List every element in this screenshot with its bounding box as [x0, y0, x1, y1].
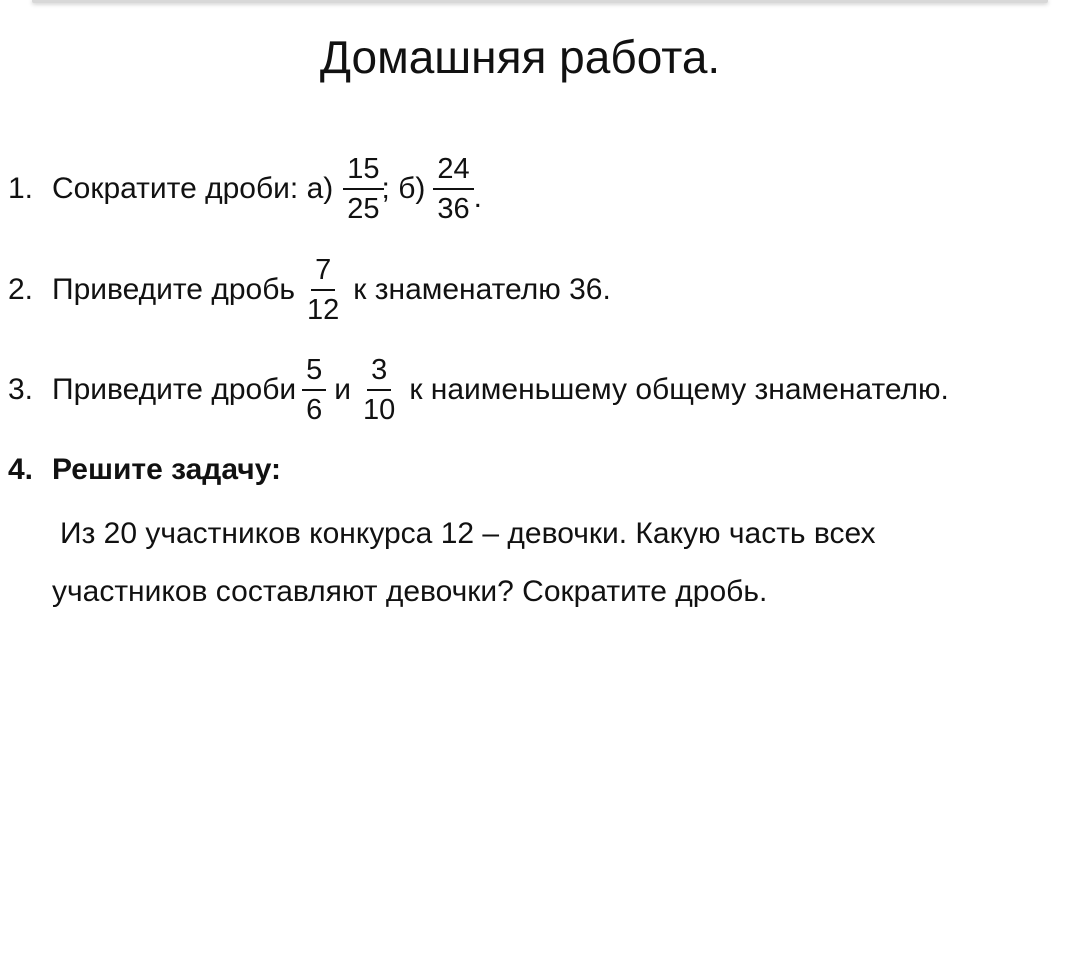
list-item-3 [8, 354, 949, 426]
item-text-end: к наименьшему общему знаменателю. [409, 373, 949, 406]
item-connector: и [334, 373, 352, 406]
fraction-denominator: 12 [307, 294, 340, 326]
task-line: Из 20 участников конкурса 12 – девочки. Какую часть всех [60, 517, 876, 550]
item-text-end: к знаменателю 36. [353, 273, 611, 306]
task-line: участников составляют девочки? Сократите дробь. [52, 575, 768, 608]
list-item-2 [8, 254, 611, 326]
fraction-denominator: 6 [306, 394, 323, 426]
item-text: Сократите дроби: а) [52, 172, 334, 205]
fraction [302, 354, 326, 426]
fraction [433, 153, 473, 225]
fraction-numerator: 15 [343, 153, 383, 190]
fraction-numerator: 7 [311, 254, 335, 291]
fraction-denominator: 10 [363, 394, 396, 426]
item-text: Приведите дробь [52, 273, 296, 306]
item-text: Приведите дроби [52, 373, 297, 406]
fraction-denominator: 36 [437, 193, 470, 225]
item-end-punct: . [473, 181, 482, 214]
fraction-numerator: 5 [302, 354, 326, 391]
list-item-4 [8, 452, 281, 488]
item-number: 1. [8, 172, 34, 205]
fraction [359, 354, 399, 426]
fraction-numerator: 3 [367, 354, 391, 391]
item-number: 3. [8, 373, 34, 406]
list-item-1 [8, 153, 482, 225]
task-text [52, 505, 1012, 621]
item-separator: ; б) [381, 172, 426, 205]
top-edge-shadow [32, 0, 1048, 3]
fraction-denominator: 25 [347, 193, 380, 225]
fraction [303, 254, 343, 326]
page-title: Домашняя работа. [319, 31, 721, 83]
item-heading: Решите задачу: [52, 453, 281, 486]
item-number: 2. [8, 273, 34, 306]
fraction-numerator: 24 [433, 153, 473, 190]
fraction [343, 153, 383, 225]
item-number: 4. [8, 453, 34, 486]
